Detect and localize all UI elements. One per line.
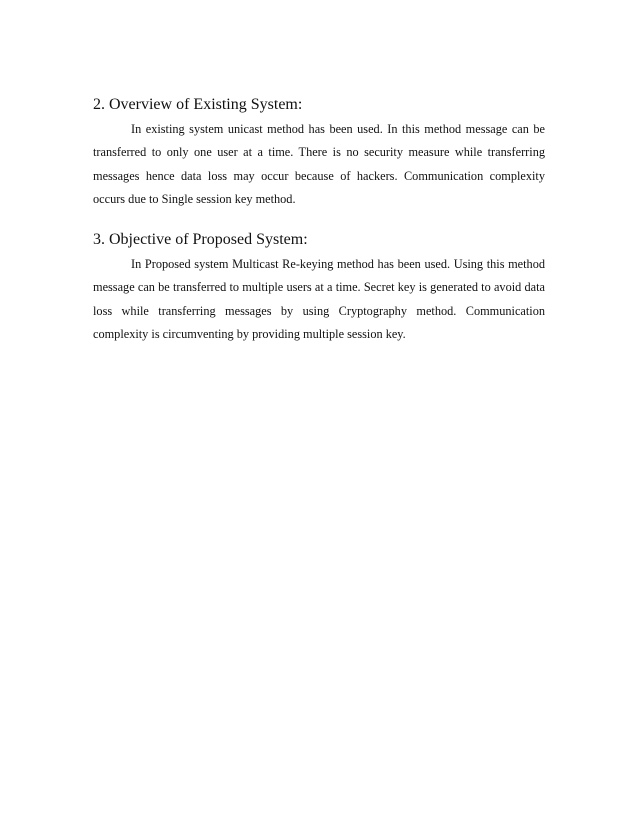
section-existing-system: [93, 94, 545, 212]
section-paragraph: In existing system unicast method has been used. In this method message can be transferred to only one user at a time. There is no security measure while transferring messages hence data loss may occur because of hackers. Communication complexity occurs due to Single session key method.: [93, 122, 545, 207]
section-proposed-system: [93, 229, 545, 347]
section-heading: 3. Objective of Proposed System:: [93, 231, 308, 248]
section-heading: 2. Overview of Existing System:: [93, 96, 303, 113]
section-paragraph: In Proposed system Multicast Re-keying method has been used. Using this method message can be transferred to multiple users at a time. Secret key is generated to avoid data loss while transferring messages by using Cryptography method. Communication complexity is circumventing by providing multiple session key.: [93, 257, 545, 342]
